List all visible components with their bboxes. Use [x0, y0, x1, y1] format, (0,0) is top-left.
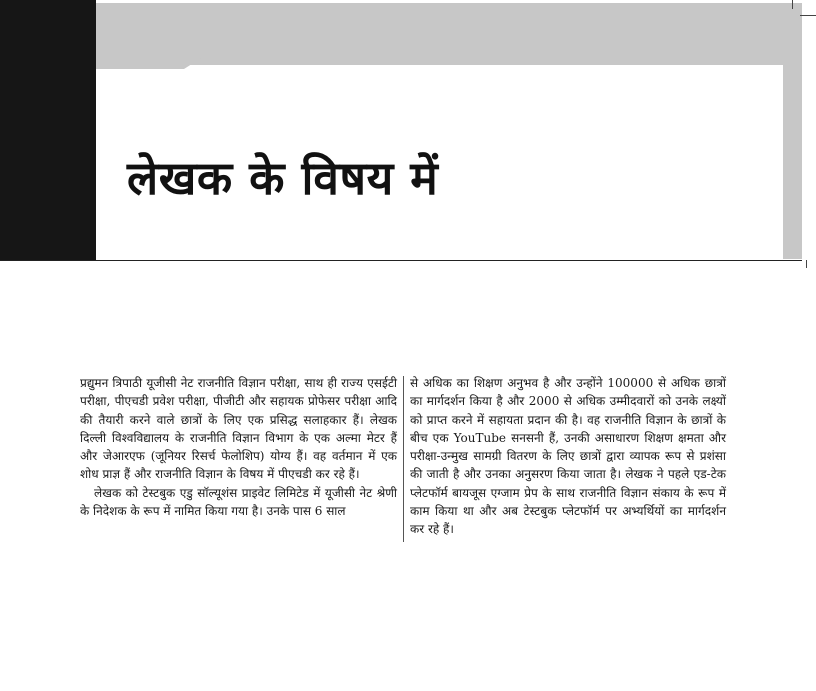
gray-header-notch: [96, 55, 206, 69]
paragraph-experience: से अधिक का शिक्षण अनुभव है और उन्होंने 100000 से अधिक छात्रों का मार्गदर्शन किया है और 2000 से अधिक उम्मीदवारों को उनके लक्ष्यों को प्राप्त करने में सहायता प्रदान की है। वह राजनीति विज्ञान के छात्रों के बीच एक YouTube सनसनी हैं, उनकी असाधारण शिक्षण क्षमता और परीक्षा-उन्मुख सामग्री वितरण के लिए छात्रों द्वारा व्यापक रूप से प्रशंसा की जाती है और उनका अनुसरण किया जाता है। लेखक ने पहले एड-टेक प्लेटफॉर्म बायजूस एग्जाम प्रेप के साथ राजनीति विज्ञान संकाय के रूप में काम किया था और अब टेस्टबुक प्लेटफॉर्म पर अभ्यर्थियों का मार्गदर्शन कर रहे हैं।: [410, 376, 726, 537]
gray-right-edge: [783, 65, 802, 259]
header-bottom-rule: [0, 260, 802, 261]
text-column-right: [410, 374, 726, 539]
column-divider: [403, 376, 404, 542]
black-side-bar: [0, 0, 96, 261]
text-column-left: [80, 374, 397, 520]
crop-mark-right: [800, 15, 816, 16]
paragraph-designation: लेखक को टेस्टबुक एडु सॉल्यूशंस प्राइवेट लिमिटेड में यूजीसी नेट श्रेणी के निदेशक के रूप में नामित किया गया है। उनके पास 6 साल: [80, 485, 397, 519]
crop-mark-bottom-right: [806, 260, 807, 268]
page-title: लेखक के विषय में: [127, 151, 439, 205]
paragraph-intro: प्रद्युमन त्रिपाठी यूजीसी नेट राजनीति विज्ञान परीक्षा, साथ ही राज्य एसईटी परीक्षा, पीएचडी प्रवेश परीक्षा, पीजीटी और सहायक प्रोफेसर परीक्षा आदि की तैयारी करने वाले छात्रों के लिए एक प्रसिद्ध सलाहकार हैं। लेखक दिल्ली विश्वविद्यालय के राजनीति विज्ञान विभाग के एक अल्मा मेटर हैं और जेआरएफ (जूनियर रिसर्च फेलोशिप) योग्य हैं। वह वर्तमान में एक शोध प्राज्ञ हैं और राजनीति विज्ञान के विषय में पीएचडी कर रहे हैं।: [80, 376, 397, 482]
crop-mark-top: [792, 0, 793, 9]
